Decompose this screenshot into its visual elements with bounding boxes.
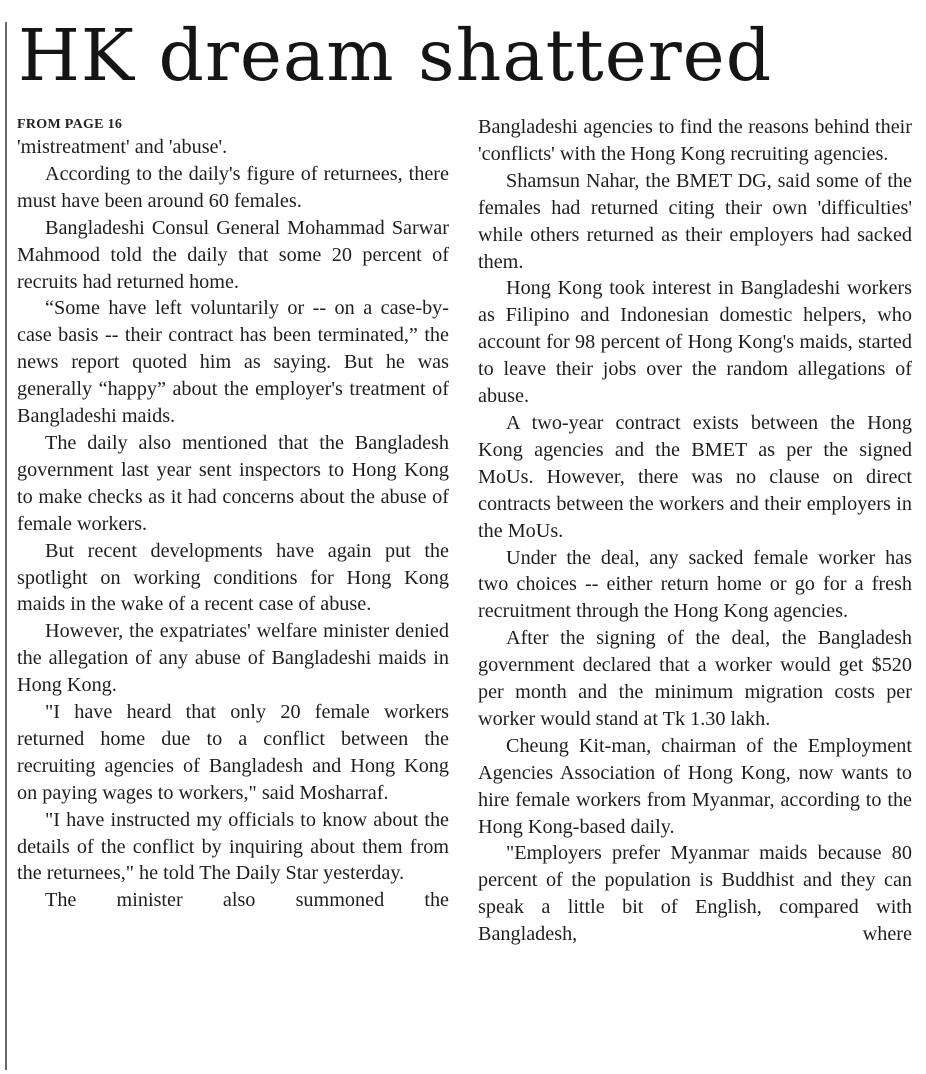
article-paragraph: Under the deal, any sacked female worker has two choices -- either return home or go for a fresh recruitment through the Hong Kong agencies. — [478, 546, 912, 623]
article-paragraph: Hong Kong took interest in Bangladeshi workers as Filipino and Indonesian domestic helpers, who account for 98 percent of Hong Kong's maids, started to leave their jobs over the random allegations of abuse. — [478, 277, 912, 408]
article-paragraph: "Employers prefer Myanmar maids because 80 percent of the population is Buddhist and they can speak a little bit of English, compared with Bangladesh, where — [478, 842, 912, 946]
article-paragraph: However, the expatriates' welfare minister denied the allegation of any abuse of Bangladeshi maids in Hong Kong. — [17, 620, 449, 697]
column-rule — [5, 22, 7, 1070]
article-paragraph: Cheung Kit-man, chairman of the Employment Agencies Association of Hong Kong, now wants to hire female workers from Myanmar, according to the Hong Kong-based daily. — [478, 734, 912, 838]
article-paragraph: The minister also summoned the — [45, 889, 449, 912]
article-paragraph: The daily also mentioned that the Bangladesh government last year sent inspectors to Hong Kong to make checks as it had concerns about the abuse of female workers. — [17, 431, 449, 535]
article-paragraph: "I have heard that only 20 female workers returned home due to a conflict between the recruiting agencies of Bangladesh and Hong Kong on paying wages to workers," said Mosharraf. — [17, 701, 449, 804]
article-paragraph: A two-year contract exists between the Hong Kong agencies and the BMET as per the signed MoUs. However, there was no clause on direct contracts between the workers and their employers in the MoUs. — [478, 411, 912, 542]
article-paragraph: According to the daily's figure of returnees, there must have been around 60 females. — [17, 162, 449, 212]
article-paragraph: After the signing of the deal, the Bangladesh government declared that a worker would get $520 per month and the minimum migration costs per worker would stand at Tk 1.30 lakh. — [478, 627, 912, 730]
article-paragraph: "I have instructed my officials to know about the details of the conflict by inquiring about them from the returnees," he told The Daily Star yesterday. — [17, 808, 449, 885]
article-column-left — [17, 116, 449, 914]
article-paragraph: 'mistreatment' and 'abuse'. — [17, 136, 228, 158]
article-paragraph: But recent developments have again put the spotlight on working conditions for Hong Kong maids in the wake of a recent case of abuse. — [17, 539, 449, 616]
article-paragraph: Bangladeshi agencies to find the reasons behind their 'conflicts' with the Hong Kong recruiting agencies. — [478, 116, 912, 165]
article-paragraph: Shamsun Nahar, the BMET DG, said some of the females had returned citing their own 'difficulties' while others returned as their employers had sacked them. — [478, 169, 912, 273]
headline: HK dream shattered — [18, 14, 773, 97]
article-column-right — [478, 114, 912, 948]
continuation-kicker: FROM PAGE 16 — [17, 117, 123, 132]
article-paragraph: “Some have left voluntarily or -- on a case-by-case basis -- their contract has been terminated,” the news report quoted him as saying. But he was generally “happy” about the employer's treatment of Bangladeshi maids. — [17, 297, 449, 428]
article-paragraph: Bangladeshi Consul General Mohammad Sarwar Mahmood told the daily that some 20 percent of recruits had returned home. — [17, 216, 449, 293]
